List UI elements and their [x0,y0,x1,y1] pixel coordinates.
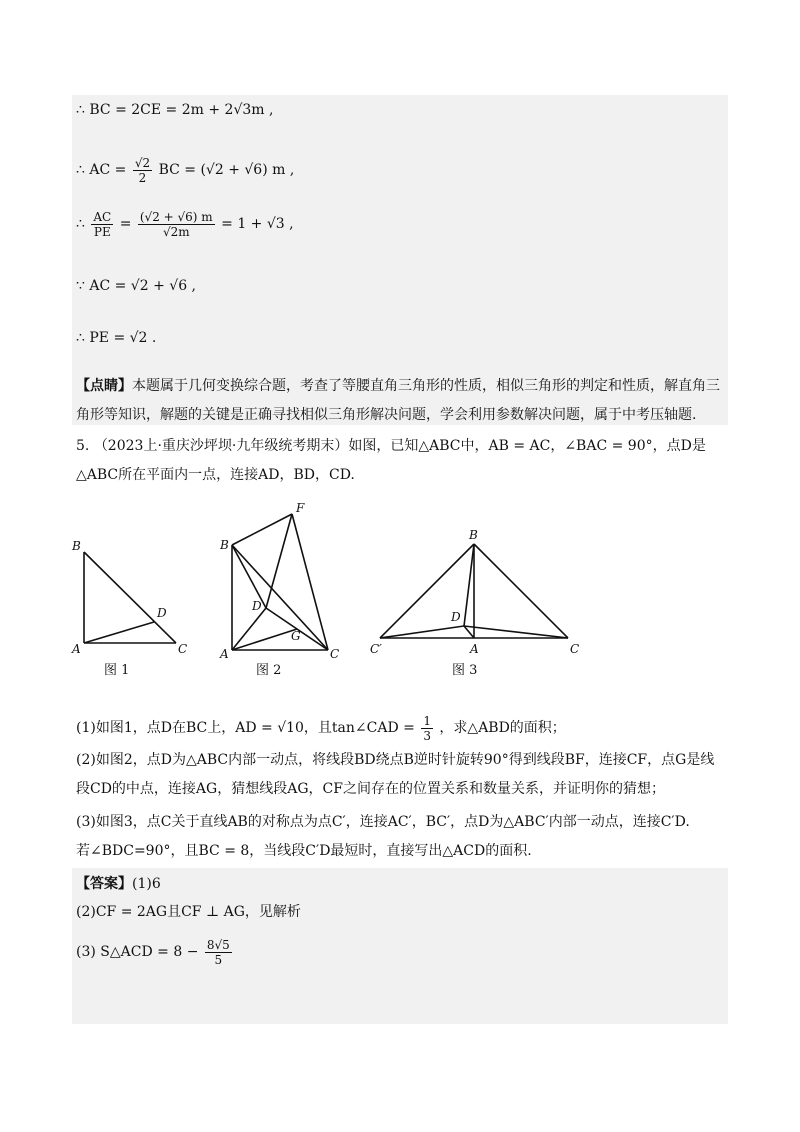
question-1-end: ，求△ABD的面积； [439,720,566,736]
fraction-denominator: 5 [214,952,223,967]
problem-intro-line-2: △ABC所在平面内一点，连接AD，BD，CD. [76,467,355,483]
answer-line-2 [76,902,301,922]
comment-paragraph [76,372,726,430]
fraction-numerator: 1 [423,713,431,728]
fraction-8sqrt5-over-5 [205,938,232,967]
answer-1: (1)6 [132,876,161,892]
fig2-label-a: A [220,647,229,661]
comment-label: 【点睛】 [76,378,132,394]
fig2-label-f: F [296,501,305,515]
answer-3-expression: S△ACD = 8 − [100,944,199,960]
fraction-one-third [421,714,433,743]
therefore-symbol: ∴ [76,216,85,232]
fraction-numerator: 8√5 [206,937,230,952]
fraction-numerator: AC [93,209,112,224]
fig3-segment-bd [464,544,474,626]
answer-label: 【答案】 [76,876,132,892]
question-3-line-2: 若∠BDC=90°，且BC = 8，当线段C′D最短时，直接写出△ACD的面积. [76,843,532,859]
fig2-segment-ag [232,629,297,650]
fig1-segment-ad [84,622,154,643]
fraction-numerator: √2 [134,155,151,170]
solution-line-4-text: ∵ AC = √2 + √6 , [76,278,196,294]
answer-3-prefix: (3) [76,944,96,960]
problem-intro-line-1: （2023上·重庆沙坪坝·九年级统考期末）如图，已知△ABC中，AB = AC，∠BAC = 90°，点D是 [93,438,706,454]
fig2-segment-bf [232,514,292,545]
fig3-label-d: D [451,610,461,624]
question-3-line-1: (3)如图3，点C关于直线AB的对称点为点C′，连接AC′，BC′，点D为△ABC′内部一动点，连接C′D. [76,814,690,830]
solution-line-3 [76,206,294,242]
fig3-segment-cpd [380,626,464,638]
question-2-line-2: 段CD的中点，连接AG，猜想线段AG，CF之间存在的位置关系和数量关系，并证明你的猜想； [76,781,665,797]
fraction-denominator: PE [93,224,111,239]
fraction-denominator: 3 [423,728,431,743]
question-1-start: (1)如图1，点D在BC上，AD = √10，且tan∠CAD = [76,720,415,736]
fig3-segment-dc [464,626,568,638]
solution-line-2-start: ∴ AC = [76,162,127,178]
geometry-figures [0,500,800,700]
question-2 [76,746,726,804]
comment-text-line-2: 角形等知识，解题的关键是正确寻找相似三角形解决问题，学会利用参数解决问题，属于中考压轴题. [76,407,697,423]
solution-line-5-text: ∴ PE = √2 . [76,330,157,346]
answer-line-3 [76,934,234,970]
problem-number: 5. [76,438,90,454]
fig3-label-a: A [470,642,479,656]
solution-line-4 [76,276,196,296]
equals-sign: = [119,216,132,232]
fig3-segment-ad [464,626,474,638]
solution-line-2 [76,152,294,188]
fig1-label-c: C [178,642,188,656]
solution-line-1-text: ∴ BC = 2CE = 2m + 2√3m , [76,102,274,118]
solution-line-5 [76,328,156,348]
problem-intro [76,432,726,490]
answer-2: (2)CF = 2AG且CF ⊥ AG，见解析 [76,904,301,920]
fraction-denominator: √2m [162,224,190,239]
question-2-line-1: (2)如图2，点D为△ABC内部一动点，将线段BD绕点B逆时针旋转90°得到线段BF，连接CF，点G是线 [76,752,715,768]
fig2-label-b: B [220,538,229,552]
comment-text-line-1: 本题属于几何变换综合题，考查了等腰直角三角形的性质，相似三角形的判定和性质，解直角三 [132,378,720,394]
fraction-denominator: 2 [138,170,147,185]
answer-line-1 [76,874,161,894]
fig3-label-c: C [570,642,580,656]
question-3 [76,808,726,866]
solution-line-2-end: BC = (√2 + √6) m , [158,162,295,178]
fraction-expression [138,210,215,239]
fraction-ac-over-pe [91,210,113,239]
fig3-segment-bc [474,544,568,638]
solution-line-3-end: = 1 + √3 , [221,216,294,232]
fraction-numerator: (√2 + √6) m [139,209,213,224]
question-1 [76,712,566,744]
fig1-caption: 图 1 [104,663,130,678]
fig1-label-b: B [72,539,81,553]
fig3-label-cprime: C′ [370,642,382,656]
fig1-label-a: A [72,642,81,656]
fig2-label-d: D [252,599,262,613]
fig3-caption: 图 3 [452,663,478,678]
fig2-segment-df [266,514,292,608]
solution-line-1 [76,100,273,120]
fig2-label-g: G [291,629,301,643]
fig2-label-c: C [330,647,340,661]
fig2-caption: 图 2 [256,663,282,678]
fig3-label-b: B [469,528,478,542]
fig1-label-d: D [157,606,167,620]
fraction-sqrt2-over-2 [133,156,152,185]
